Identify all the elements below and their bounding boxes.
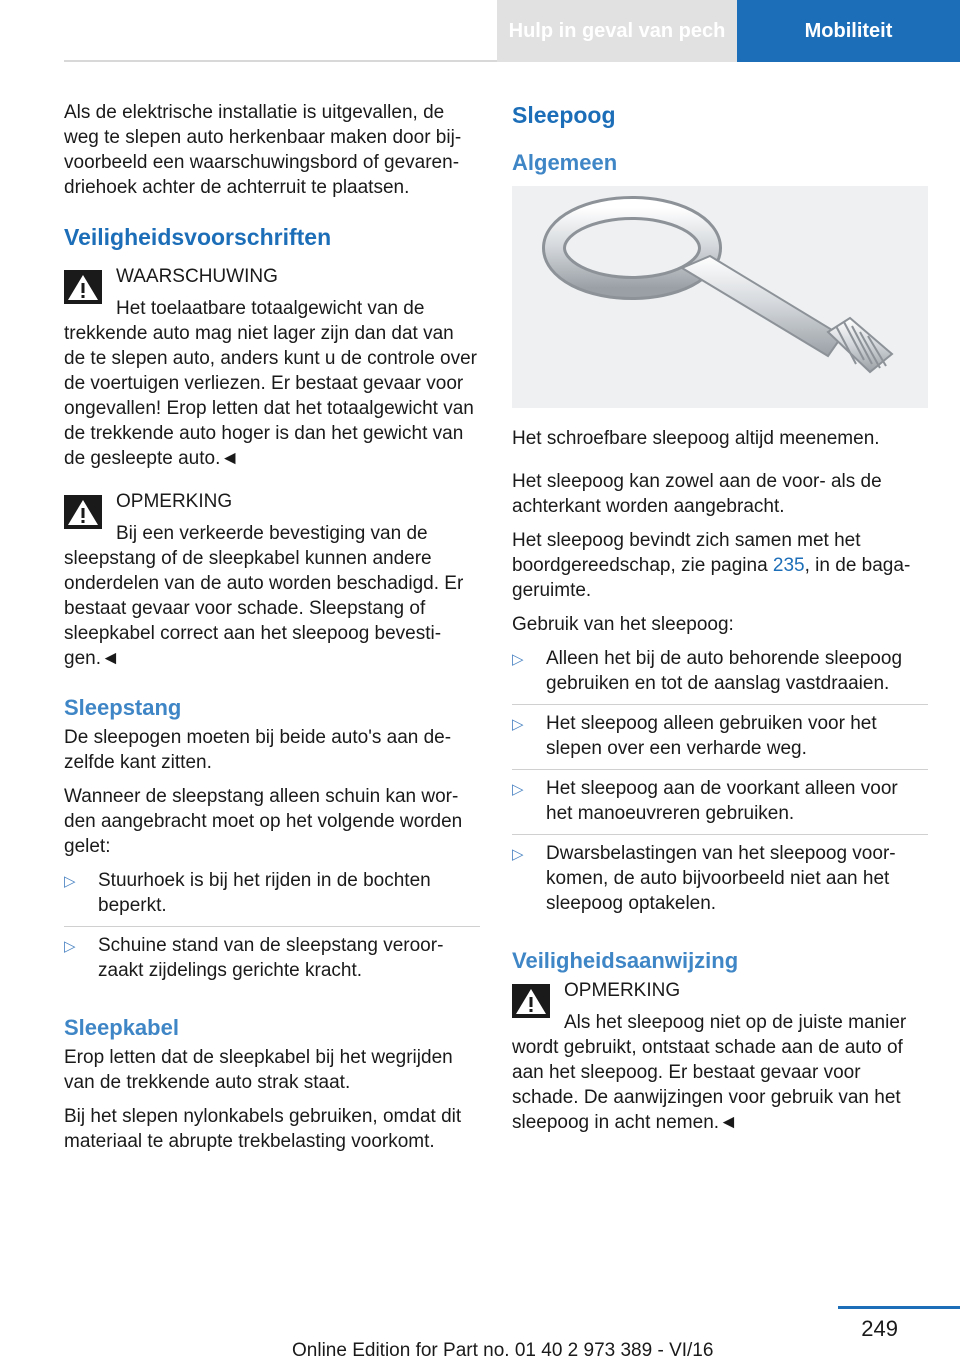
warning-triangle-icon [512, 984, 550, 1018]
list-item: ▷ Alleen het bij de auto behorende sleepoog gebruiken en tot de aanslag vastdraaien. [512, 646, 928, 705]
intro-paragraph: Als de elektrische installatie is uitgevallen, de weg te slepen auto herkenbaar maken door bijvoorbeeld een waarschuwingsbord of gevarendriehoek achter de achterruit te plaatsen. [64, 102, 462, 198]
caution-title: OPMERKING [116, 491, 233, 512]
caution-first-line: Bij een verkeerde bevestiging van de [116, 523, 428, 544]
page-reference-link[interactable]: 235 [772, 555, 805, 576]
algemeen-paragraph-1: Het schroefbare sleepoog altijd meenemen. [512, 428, 880, 449]
safety-heading: Veiligheidsvoorschriften [64, 224, 332, 250]
sleepstang-heading: Sleepstang [64, 695, 182, 720]
triangle-bullet-icon: ▷ [512, 781, 524, 798]
tow-eye-illustration [512, 186, 928, 408]
list-item: ▷ Het sleepoog aan de voorkant alleen voor het manoeuvreren gebruiken. [512, 776, 928, 835]
list-item: ▷ Het sleepoog alleen gebruiken voor het slepen over een verharde weg. [512, 711, 928, 770]
caution-title: OPMERKING [564, 980, 681, 1001]
caution-notice [64, 489, 480, 671]
edition-footer: Online Edition for Part no. 01 40 2 973 389 - VI/16 [292, 1340, 714, 1361]
warning-body: trekkende auto mag niet lager zijn dan dat van de te slepen auto, anders kunt u de controle over de voertuigen verliezen. Er bestaat gevaar voor ongevallen! Erop letten dat het totaalgewicht van de trekkende auto hoger is dan het gewicht van de gesleepte auto.◄ [64, 323, 477, 469]
sleepstang-paragraph-1: De sleepogen moeten bij beide auto's aan dezelfde kant zitten. [64, 727, 452, 773]
left-column [64, 100, 480, 1163]
warning-triangle-icon [64, 270, 102, 304]
right-column [512, 100, 928, 1144]
footer-rule [838, 1306, 960, 1309]
triangle-bullet-icon: ▷ [512, 651, 524, 668]
safety-instruction-heading: Veiligheidsaanwijzing [512, 948, 739, 973]
header-rule [64, 60, 497, 62]
sleepkabel-paragraph-2: Bij het slepen nylonkabels gebruiken, omdat dit materiaal te abrupte trekbelasting voorkomt. [64, 1106, 462, 1152]
page-number: 249 [861, 1316, 898, 1341]
triangle-bullet-icon: ▷ [64, 873, 76, 890]
algemeen-heading: Algemeen [512, 150, 618, 175]
algemeen-paragraph-2: Het sleepoog kan zowel aan de voor- als de achterkant worden aangebracht. [512, 471, 882, 517]
caution-notice [512, 978, 928, 1135]
header-chapter: Mobiliteit [737, 0, 960, 62]
algemeen-paragraph-4: Gebruik van het sleepoog: [512, 614, 734, 635]
sleepstang-paragraph-2: Wanneer de sleepstang alleen schuin kan worden aangebracht moet op het volgende worden gelet: [64, 786, 463, 857]
algemeen-paragraph-3: Het sleepoog bevindt zich samen met het boordgereedschap, zie pagina 235, in de bagageruimte. [512, 530, 911, 601]
warning-first-line: Het toelaatbare totaalgewicht van de [116, 298, 425, 319]
caution-body: wordt gebruikt, ontstaat schade aan de auto of aan het sleepoog. Er bestaat gevaar voor schade. De aanwijzingen voor gebruik van het sleepoog in acht nemen.◄ [512, 1037, 903, 1133]
caution-first-line: Als het sleepoog niet op de juiste manier [564, 1012, 907, 1033]
triangle-bullet-icon: ▷ [64, 938, 76, 955]
sleepkabel-heading: Sleepkabel [64, 1015, 179, 1040]
sleepoog-heading: Sleepoog [512, 102, 616, 128]
list-item: ▷ Schuine stand van de sleepstang veroorzaakt zijdelings gerichte kracht. [64, 935, 444, 981]
sleepkabel-paragraph-1: Erop letten dat de sleepkabel bij het wegrijden van de trekkende auto strak staat. [64, 1047, 453, 1093]
list-item: ▷ Dwarsbelastingen van het sleepoog voorkomen, de auto bijvoorbeeld niet aan het sleepoog optakelen. [512, 843, 896, 914]
page-header [497, 0, 960, 62]
tow-eye-image [512, 186, 928, 408]
sleepoog-usage-list [512, 646, 928, 924]
warning-triangle-icon [64, 495, 102, 529]
warning-title: WAARSCHUWING [116, 266, 278, 287]
list-item: ▷ Stuurhoek is bij het rijden in de bochten beperkt. [64, 868, 480, 927]
triangle-bullet-icon: ▷ [512, 716, 524, 733]
sleepstang-list [64, 868, 480, 991]
caution-body: sleepstang of de sleepkabel kunnen andere onderdelen van de auto worden beschadigd. Er bestaat gevaar voor schade. Sleepstang of sleepkabel correct aan het sleepoog bevestigen.◄ [64, 548, 464, 669]
triangle-bullet-icon: ▷ [512, 846, 524, 863]
header-section: Hulp in geval van pech [497, 0, 737, 62]
warning-notice [64, 264, 480, 471]
